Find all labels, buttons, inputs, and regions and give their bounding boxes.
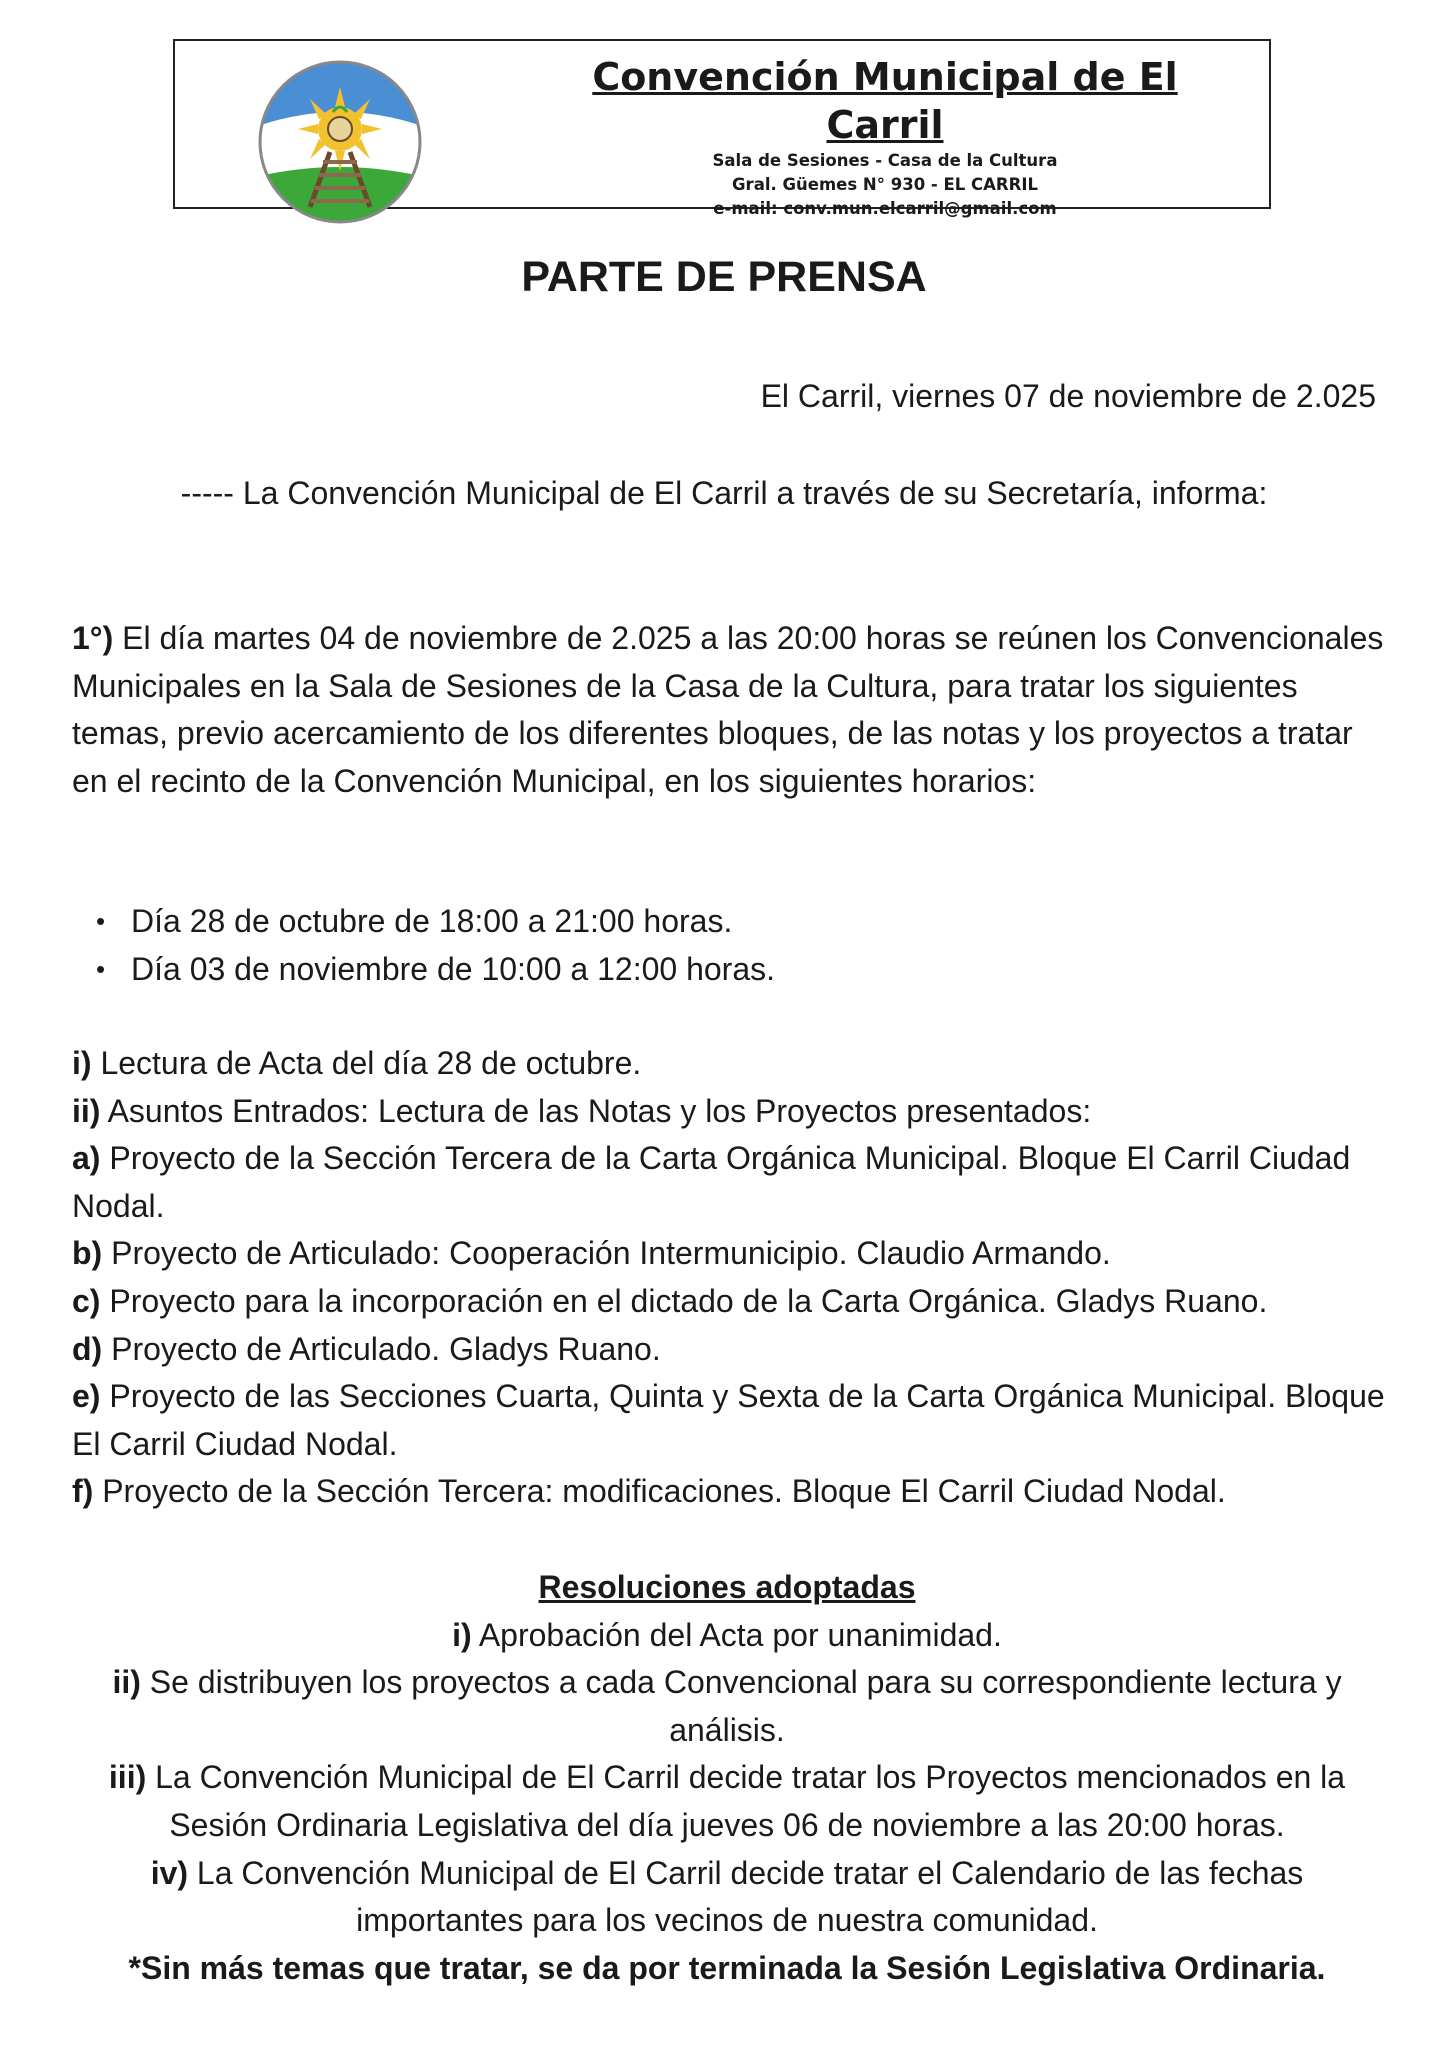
item-label: d) (72, 1330, 103, 1367)
item-text: Proyecto de Articulado. Gladys Ruano. (102, 1330, 661, 1367)
item-label: iv) (150, 1854, 189, 1891)
item-label: a) (72, 1140, 101, 1177)
letterhead (173, 39, 1271, 218)
date-line: El Carril, viernes 07 de noviembre de 2.025 (760, 378, 1376, 414)
resolution-item (72, 1754, 1382, 1849)
item-text: Proyecto de la Sección Tercera: modificaciones. Bloque El Carril Ciudad Nodal. (93, 1473, 1226, 1510)
item-label: c) (72, 1282, 101, 1319)
item-label: i) (452, 1616, 472, 1653)
document-title: PARTE DE PRENSA (521, 253, 927, 301)
agenda-item (72, 1040, 1392, 1088)
item-label: ii) (72, 1092, 101, 1129)
resolutions-section (72, 1564, 1382, 1992)
intro-line: ----- La Convención Municipal de El Carril a través de su Secretaría, informa: (180, 475, 1268, 511)
resolution-item (72, 1850, 1382, 1945)
paragraph-text: El día martes 04 de noviembre de 2.025 a las 20:00 horas se reúnen los Convencionales Municipales en la Sala de Sesiones de la Casa de la Cultura, para tratar los siguientes temas, previo acercamiento de los diferentes bloques, de las notas y los proyectos a tratar en el recinto de la Convención Municipal, en los siguientes horarios: (72, 620, 1384, 799)
resolution-item (72, 1612, 1382, 1660)
item-label: e) (72, 1378, 101, 1415)
item-text: La Convención Municipal de El Carril decide tratar los Proyectos mencionados en la Sesión Ordinaria Legislativa del día jueves 06 de noviembre a las 20:00 horas. (146, 1759, 1346, 1843)
letterhead-text (565, 53, 1205, 221)
item-label: b) (72, 1235, 103, 1272)
agenda-item (72, 1468, 1392, 1516)
agenda-item (72, 1278, 1392, 1326)
resolutions-title: Resoluciones adoptadas (538, 1569, 916, 1605)
agenda-item (72, 1135, 1392, 1230)
item-label: iii) (108, 1759, 147, 1796)
agenda-item (72, 1373, 1392, 1468)
item-text: Se distribuyen los proyectos a cada Convencional para su correspondiente lectura y análisis. (140, 1664, 1342, 1748)
item-label: ii) (112, 1664, 141, 1701)
item-label: i) (72, 1045, 92, 1081)
item-text: Proyecto de las Secciones Cuarta, Quinta y Sexta de la Carta Orgánica Municipal. Bloque El Carril Ciudad Nodal. (72, 1378, 1385, 1462)
item-text: Proyecto para la incorporación en el dictado de la Carta Orgánica. Gladys Ruano. (100, 1282, 1268, 1319)
org-title: Convención Municipal de El Carril (592, 55, 1178, 147)
org-address-line-1: Sala de Sesiones - Casa de la Cultura (712, 151, 1058, 170)
agenda-item (72, 1326, 1392, 1374)
item-text: Aprobación del Acta por unanimidad. (471, 1616, 1002, 1653)
schedule-list (72, 898, 775, 993)
closing-statement: *Sin más temas que tratar, se da por terminada la Sesión Legislativa Ordinaria. (128, 1949, 1326, 1986)
paragraph-1 (72, 615, 1392, 805)
item-text: Lectura de Acta del día 28 de octubre. (91, 1045, 642, 1081)
list-item: • Día 03 de noviembre de 10:00 a 12:00 horas. (72, 946, 775, 994)
paragraph-number: 1°) (72, 620, 114, 656)
resolution-item (72, 1659, 1382, 1754)
item-label: f) (72, 1473, 94, 1510)
agenda-item (72, 1230, 1392, 1278)
item-text: Asuntos Entrados: Lectura de las Notas y los Proyectos presentados: (100, 1092, 1092, 1129)
agenda-item (72, 1088, 1392, 1136)
item-text: Proyecto de Articulado: Cooperación Intermunicipio. Claudio Armando. (102, 1235, 1111, 1272)
org-email: e-mail: conv.mun.elcarril@gmail.com (713, 199, 1057, 218)
item-text: La Convención Municipal de El Carril decide tratar el Calendario de las fechas importantes para los vecinos de nuestra comunidad. (188, 1854, 1304, 1939)
item-text: Proyecto de la Sección Tercera de la Carta Orgánica Municipal. Bloque El Carril Ciudad Nodal. (72, 1140, 1351, 1224)
agenda-items (72, 1040, 1392, 1516)
org-address-line-2: Gral. Güemes N° 930 - EL CARRIL (732, 175, 1038, 194)
municipal-emblem-icon (255, 57, 425, 227)
list-item: • Día 28 de octubre de 18:00 a 21:00 horas. (72, 898, 775, 946)
